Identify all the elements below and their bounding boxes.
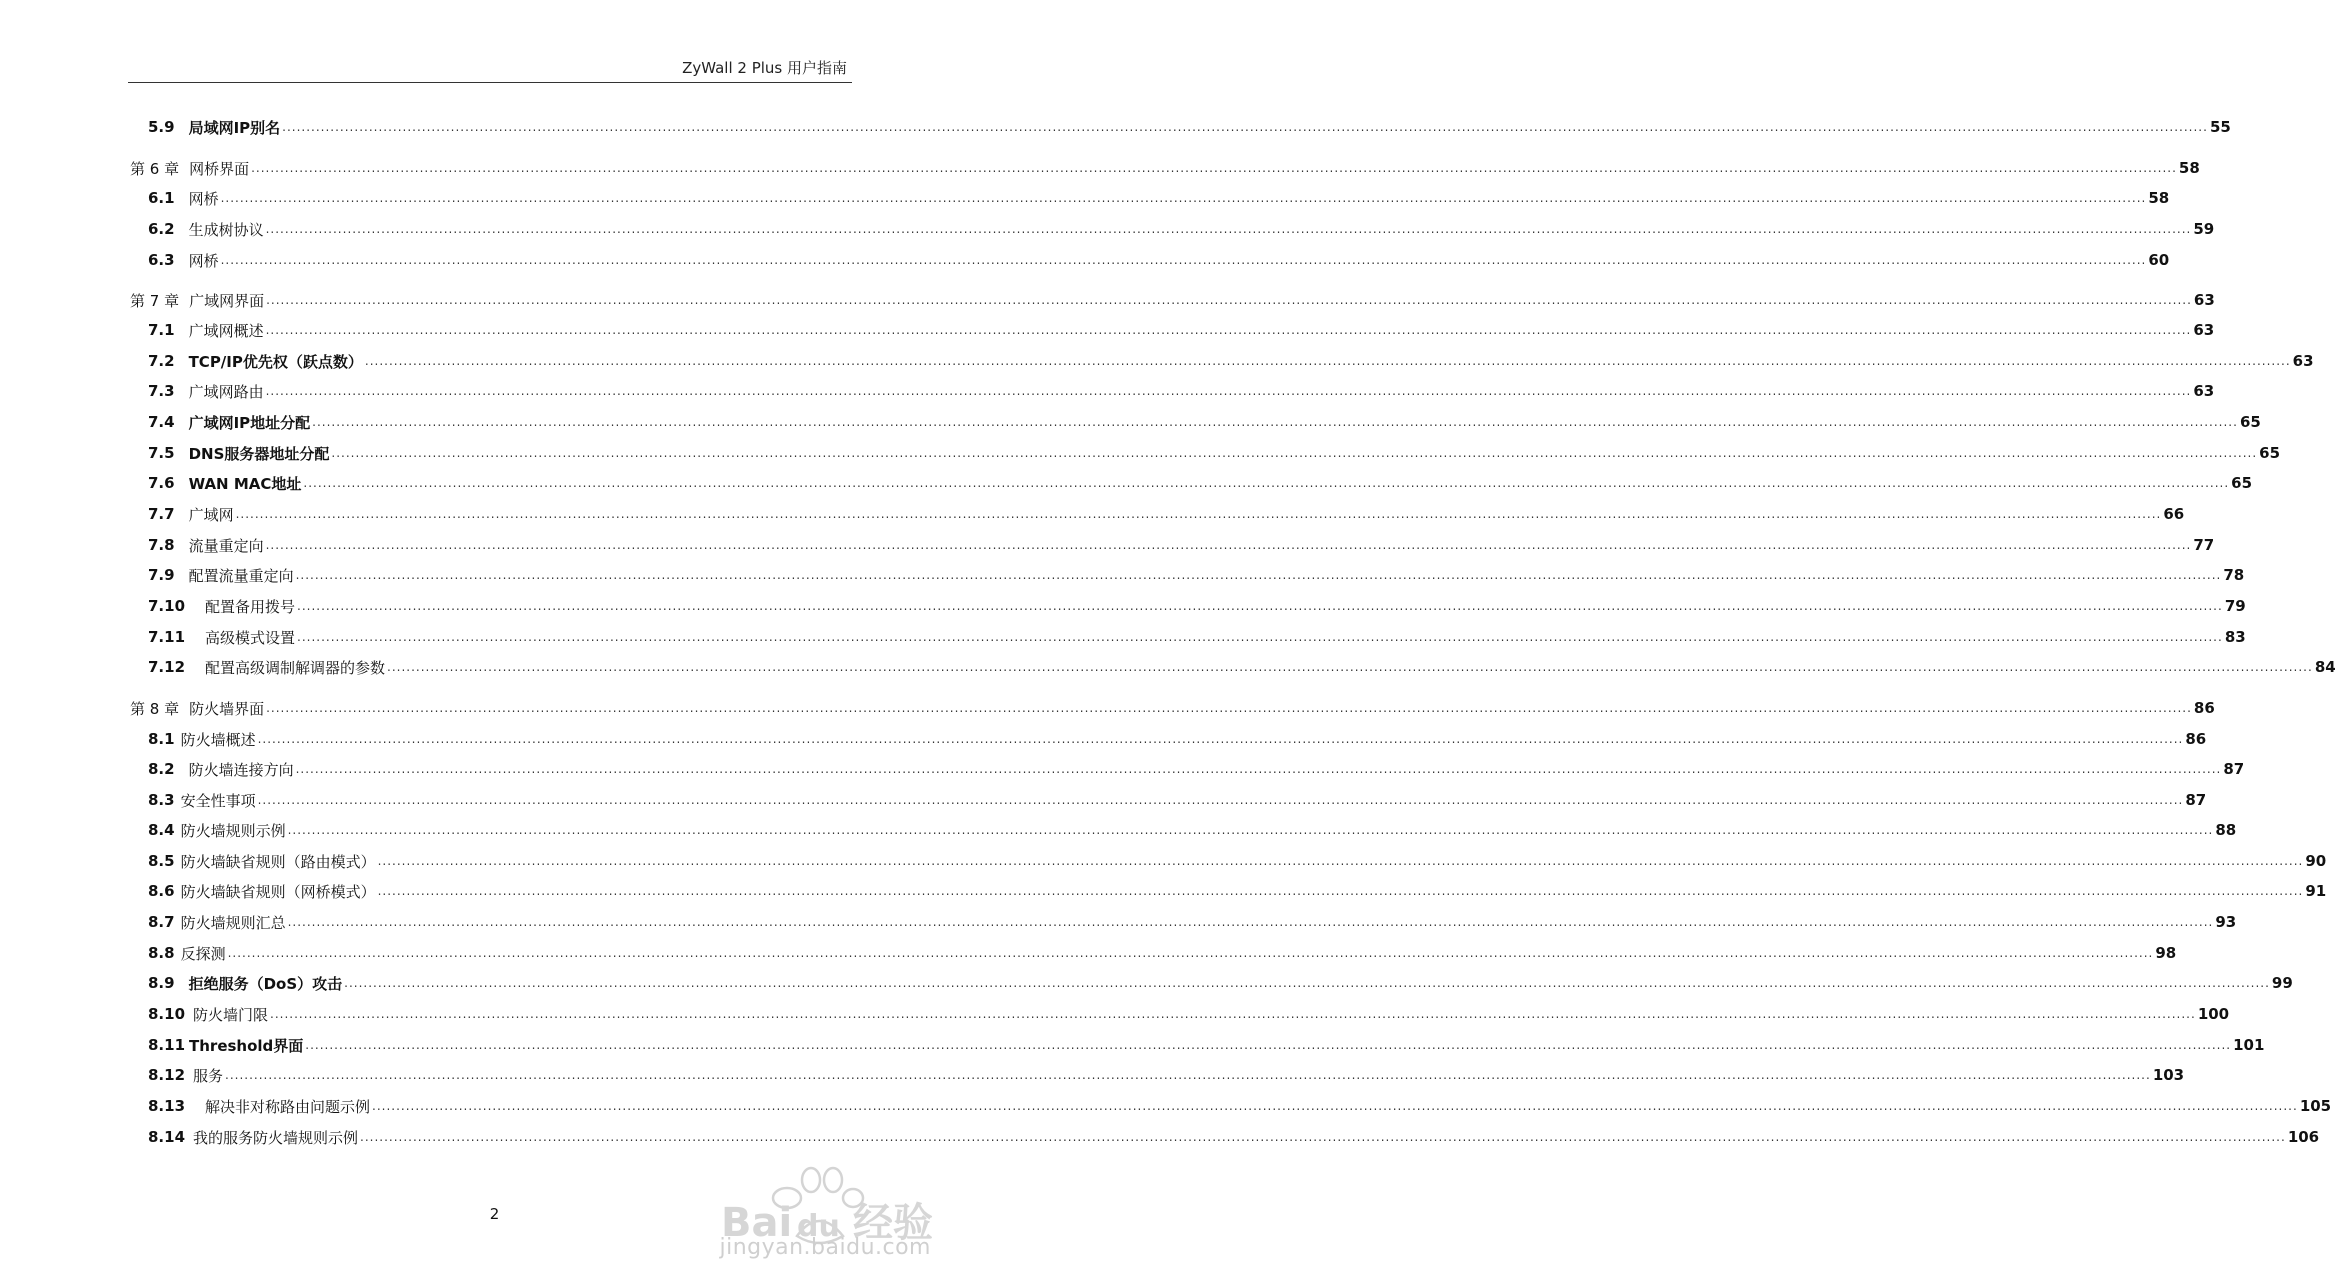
toc-entry-page: 87 (2223, 760, 2245, 778)
toc-entry-title: 流量重定向 (188, 536, 264, 555)
toc-leader-dots: ................................................................................................................................................................................................................................................................................................................................................................................................................ (251, 161, 2177, 175)
toc-entry-page: 98 (2155, 944, 2177, 962)
toc-leader-dots: ................................................................................................................................................................................................................................................................................................................................................................................................................ (344, 976, 2270, 990)
toc-section-entry[interactable] (0, 533, 2215, 557)
toc-entry-title: 防火墙规则示例 (180, 821, 286, 840)
toc-entry-title: 拒绝服务（DoS）攻击 (188, 974, 343, 993)
toc-entry-page: 78 (2223, 566, 2245, 584)
toc-section-entry[interactable] (0, 655, 2336, 679)
toc-entry-number: 8.9 (148, 974, 175, 992)
toc-entry-number: 6.1 (148, 189, 175, 207)
toc-entry-page: 100 (2197, 1005, 2230, 1023)
toc-entry-title: 防火墙缺省规则（路由模式） (180, 852, 376, 871)
toc-leader-dots: ................................................................................................................................................................................................................................................................................................................................................................................................................ (312, 415, 2238, 429)
toc-leader-dots: ................................................................................................................................................................................................................................................................................................................................................................................................................ (372, 1099, 2298, 1113)
toc-entry-title: 解决非对称路由问题示例 (205, 1097, 371, 1116)
toc-entry-title: 配置流量重定向 (188, 566, 294, 585)
toc-entry-page: 87 (2185, 791, 2207, 809)
toc-entry-page: 99 (2271, 974, 2293, 992)
toc-leader-dots: ................................................................................................................................................................................................................................................................................................................................................................................................................ (225, 1068, 2151, 1082)
toc-leader-dots: ................................................................................................................................................................................................................................................................................................................................................................................................................ (360, 1130, 2286, 1144)
toc-entry-page: 93 (2215, 913, 2237, 931)
toc-entry-number: 7.12 (148, 658, 186, 676)
toc-entry-page: 79 (2224, 597, 2246, 615)
toc-leader-dots: ................................................................................................................................................................................................................................................................................................................................................................................................................ (297, 599, 2223, 613)
toc-entry-number: 7.1 (148, 321, 175, 339)
toc-leader-dots: ................................................................................................................................................................................................................................................................................................................................................................................................................ (270, 1007, 2196, 1021)
watermark-url: jingyan.baidu.com (719, 1235, 931, 1260)
toc-entry-title: 高级模式设置 (205, 628, 296, 647)
toc-leader-dots: ................................................................................................................................................................................................................................................................................................................................................................................................................ (282, 120, 2208, 134)
toc-entry-number: 7.9 (148, 566, 175, 584)
toc-entry-number: 8.7 (148, 913, 175, 931)
toc-entry-title: 广域网IP地址分配 (188, 413, 311, 432)
toc-entry-number: 7.2 (148, 352, 175, 370)
toc-section-entry[interactable] (0, 849, 2327, 873)
toc-entry-number: 8.10 (148, 1005, 186, 1023)
toc-leader-dots: ................................................................................................................................................................................................................................................................................................................................................................................................................ (305, 1038, 2232, 1052)
toc-entry-page: 106 (2287, 1128, 2320, 1146)
toc-leader-dots: ................................................................................................................................................................................................................................................................................................................................................................................................................ (257, 793, 2184, 807)
toc-entry-number: 8.3 (148, 791, 175, 809)
toc-section-entry[interactable] (0, 941, 2177, 965)
toc-chapter-entry[interactable] (0, 156, 2200, 180)
toc-leader-dots: ................................................................................................................................................................................................................................................................................................................................................................................................................ (265, 222, 2192, 236)
toc-entry-page: 83 (2224, 628, 2246, 646)
toc-section-entry[interactable] (0, 441, 2281, 465)
toc-entry-page: 105 (2299, 1097, 2332, 1115)
toc-section-entry[interactable] (0, 563, 2245, 587)
toc-section-entry[interactable] (0, 471, 2253, 495)
svg-text:du: du (797, 1209, 840, 1244)
toc-entry-number: 7.4 (148, 413, 175, 431)
toc-entry-page: 86 (2193, 699, 2215, 717)
toc-entry-number: 8.8 (148, 944, 175, 962)
toc-leader-dots: ................................................................................................................................................................................................................................................................................................................................................................................................................ (287, 915, 2214, 929)
toc-section-entry[interactable] (0, 1063, 2185, 1087)
toc-entry-page: 63 (2193, 382, 2215, 400)
toc-entry-number: 7.11 (148, 628, 186, 646)
toc-entry-title: 防火墙门限 (193, 1005, 269, 1024)
toc-entry-number: 第 7 章 (130, 291, 180, 310)
toc-section-entry[interactable] (0, 1033, 2265, 1057)
toc-entry-number: 7.10 (148, 597, 186, 615)
toc-leader-dots: ................................................................................................................................................................................................................................................................................................................................................................................................................ (295, 762, 2222, 776)
toc-entry-title: 我的服务防火墙规则示例 (193, 1128, 359, 1147)
toc-entry-number: 8.14 (148, 1128, 186, 1146)
toc-entry-page: 86 (2185, 730, 2207, 748)
toc-chapter-entry[interactable] (0, 696, 2215, 720)
toc-section-entry[interactable] (0, 971, 2293, 995)
toc-entry-page: 65 (2239, 413, 2261, 431)
toc-section-entry[interactable] (0, 594, 2246, 618)
toc-leader-dots: ................................................................................................................................................................................................................................................................................................................................................................................................................ (265, 323, 2192, 337)
toc-entry-number: 7.7 (148, 505, 175, 523)
toc-section-entry[interactable] (0, 318, 2215, 342)
toc-entry-number: 6.2 (148, 220, 175, 238)
toc-entry-page: 91 (2305, 882, 2327, 900)
toc-leader-dots: ................................................................................................................................................................................................................................................................................................................................................................................................................ (331, 446, 2258, 460)
toc-entry-number: 8.1 (148, 730, 175, 748)
toc-entry-number: 7.6 (148, 474, 175, 492)
toc-entry-title: 生成树协议 (188, 220, 264, 239)
toc-entry-number: 第 8 章 (130, 699, 180, 718)
toc-section-entry[interactable] (0, 379, 2215, 403)
toc-entry-number: 8.4 (148, 821, 175, 839)
toc-section-entry[interactable] (0, 757, 2245, 781)
toc-entry-page: 90 (2305, 852, 2327, 870)
toc-entry-number: 6.3 (148, 251, 175, 269)
toc-leader-dots: ................................................................................................................................................................................................................................................................................................................................................................................................................ (227, 946, 2154, 960)
toc-leader-dots: ................................................................................................................................................................................................................................................................................................................................................................................................................ (377, 854, 2304, 868)
toc-entry-title: TCP/IP优先权（跃点数） (188, 352, 363, 371)
toc-entry-page: 59 (2193, 220, 2215, 238)
toc-entry-page: 58 (2148, 189, 2170, 207)
toc-entry-number: 7.5 (148, 444, 175, 462)
toc-leader-dots: ................................................................................................................................................................................................................................................................................................................................................................................................................ (235, 507, 2162, 521)
toc-leader-dots: ................................................................................................................................................................................................................................................................................................................................................................................................................ (265, 538, 2192, 552)
toc-section-entry[interactable] (0, 818, 2237, 842)
toc-entry-title: 配置备用拨号 (205, 597, 296, 616)
toc-entry-page: 65 (2231, 474, 2253, 492)
toc-entry-title: 广域网概述 (188, 321, 264, 340)
toc-entry-title: DNS服务器地址分配 (188, 444, 330, 463)
toc-leader-dots: ................................................................................................................................................................................................................................................................................................................................................................................................................ (303, 476, 2230, 490)
toc-leader-dots: ................................................................................................................................................................................................................................................................................................................................................................................................................ (387, 660, 2313, 674)
toc-entry-number: 8.13 (148, 1097, 186, 1115)
toc-section-entry[interactable] (0, 502, 2185, 526)
toc-entry-page: 103 (2152, 1066, 2185, 1084)
toc-chapter-entry[interactable] (0, 288, 2215, 312)
toc-entry-title: Threshold界面 (189, 1036, 304, 1055)
toc-entry-page: 88 (2215, 821, 2237, 839)
toc-entry-title: 广域网界面 (189, 291, 265, 310)
toc-entry-number: 8.12 (148, 1066, 186, 1084)
toc-section-entry[interactable] (0, 910, 2237, 934)
toc-entry-title: 网桥界面 (189, 159, 250, 178)
toc-entry-title: 防火墙界面 (189, 699, 265, 718)
toc-section-entry[interactable] (0, 1094, 2332, 1118)
toc-entry-page: 65 (2259, 444, 2281, 462)
toc-section-entry[interactable] (0, 1125, 2320, 1149)
toc-entry-number: 8.5 (148, 852, 175, 870)
toc-section-entry[interactable] (0, 410, 2261, 434)
toc-entry-title: 广域网 (188, 505, 234, 524)
toc-entry-title: 网桥 (188, 251, 219, 270)
toc-section-entry[interactable] (0, 248, 2170, 272)
toc-entry-title: WAN MAC地址 (188, 474, 302, 493)
toc-entry-title: 广域网路由 (188, 382, 264, 401)
toc-entry-number: 第 6 章 (130, 159, 180, 178)
toc-entry-title: 网桥 (188, 189, 219, 208)
toc-section-entry[interactable] (0, 788, 2207, 812)
toc-entry-title: 防火墙概述 (180, 730, 256, 749)
toc-entry-title: 配置高级调制解调器的参数 (205, 658, 386, 677)
toc-section-entry[interactable] (0, 115, 2231, 139)
toc-entry-title: 防火墙连接方向 (188, 760, 294, 779)
toc-section-entry[interactable] (0, 625, 2246, 649)
toc-entry-title: 局域网IP别名 (188, 118, 281, 137)
toc-entry-number: 7.8 (148, 536, 175, 554)
toc-entry-page: 63 (2193, 321, 2215, 339)
toc-entry-title: 防火墙缺省规则（网桥模式） (180, 882, 376, 901)
toc-entry-page: 66 (2163, 505, 2185, 523)
svg-text:经验: 经验 (853, 1200, 933, 1246)
toc-entry-title: 安全性事项 (180, 791, 256, 810)
toc-leader-dots: ................................................................................................................................................................................................................................................................................................................................................................................................................ (287, 823, 2214, 837)
toc-leader-dots: ................................................................................................................................................................................................................................................................................................................................................................................................................ (297, 630, 2223, 644)
toc-entry-title: 防火墙规则汇总 (180, 913, 286, 932)
toc-leader-dots: ................................................................................................................................................................................................................................................................................................................................................................................................................ (266, 701, 2192, 715)
toc-entry-page: 58 (2178, 159, 2200, 177)
toc-entry-page: 60 (2148, 251, 2170, 269)
toc-entry-page: 101 (2233, 1036, 2265, 1054)
toc-entry-page: 63 (2193, 291, 2215, 309)
header-title: ZyWall 2 Plus 用户指南 (682, 59, 847, 77)
page-number: 2 (489, 1205, 500, 1223)
toc-leader-dots: ................................................................................................................................................................................................................................................................................................................................................................................................................ (220, 191, 2147, 205)
toc-section-entry[interactable] (0, 349, 2314, 373)
toc-entry-page: 84 (2314, 658, 2336, 676)
toc-leader-dots: ................................................................................................................................................................................................................................................................................................................................................................................................................ (295, 568, 2222, 582)
toc-entry-number: 7.3 (148, 382, 175, 400)
toc-section-entry[interactable] (0, 186, 2170, 210)
toc-section-entry[interactable] (0, 727, 2207, 751)
toc-entry-title: 服务 (193, 1066, 224, 1085)
toc-section-entry[interactable] (0, 1002, 2230, 1026)
toc-leader-dots: ................................................................................................................................................................................................................................................................................................................................................................................................................ (266, 293, 2192, 307)
svg-text:Bai: Bai (721, 1200, 793, 1246)
toc-leader-dots: ................................................................................................................................................................................................................................................................................................................................................................................................................ (257, 732, 2184, 746)
toc-entry-page: 55 (2209, 118, 2231, 136)
toc-entry-number: 8.6 (148, 882, 175, 900)
toc-leader-dots: ................................................................................................................................................................................................................................................................................................................................................................................................................ (220, 253, 2147, 267)
toc-entry-number: 5.9 (148, 118, 175, 136)
toc-entry-page: 77 (2193, 536, 2215, 554)
toc-entry-number: 8.2 (148, 760, 175, 778)
toc-leader-dots: ................................................................................................................................................................................................................................................................................................................................................................................................................ (364, 354, 2291, 368)
toc-entry-page: 63 (2292, 352, 2314, 370)
toc-section-entry[interactable] (0, 217, 2215, 241)
toc-section-entry[interactable] (0, 879, 2327, 903)
toc-entry-number: 8.11 (148, 1036, 186, 1054)
toc-leader-dots: ................................................................................................................................................................................................................................................................................................................................................................................................................ (265, 384, 2192, 398)
toc-entry-title: 反探测 (180, 944, 226, 963)
toc-leader-dots: ................................................................................................................................................................................................................................................................................................................................................................................................................ (377, 884, 2304, 898)
